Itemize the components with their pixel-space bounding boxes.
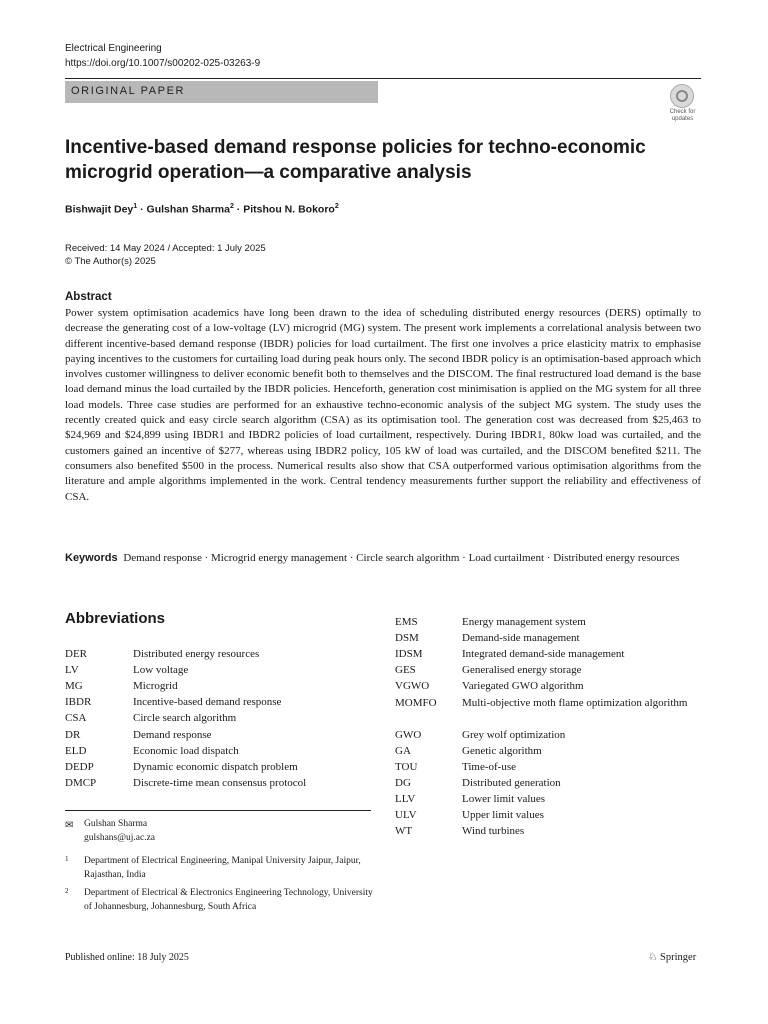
abbreviation-term: ULV — [395, 809, 417, 822]
header-rule — [65, 78, 701, 79]
abbreviation-row — [65, 727, 370, 743]
abbreviation-definition: Demand-side management — [462, 632, 580, 645]
abbreviation-row — [65, 775, 370, 791]
abbreviation-term: EMS — [395, 616, 418, 628]
abbreviation-definition: Lower limit values — [462, 793, 546, 806]
abbreviation-definition: Grey wolf optimization — [462, 728, 566, 741]
author-list — [65, 203, 339, 216]
author-separator: · — [233, 203, 244, 216]
affiliation-number: 2 — [65, 887, 69, 895]
abbreviation-term: IDSM — [395, 648, 423, 661]
check-updates-icon — [670, 84, 694, 108]
abbreviation-row — [395, 662, 701, 678]
abbreviation-row — [395, 759, 701, 775]
abbreviation-row — [65, 662, 370, 678]
check-for-updates-badge[interactable] — [664, 84, 701, 124]
abbreviation-row — [395, 727, 701, 743]
abbreviation-term: DMCP — [65, 776, 97, 789]
abbreviation-definition: Distributed generation — [462, 777, 561, 789]
copyright-line: © The Author(s) 2025 — [65, 256, 156, 267]
abbreviation-term: VGWO — [395, 680, 430, 693]
abbreviation-row — [395, 743, 701, 759]
abbreviation-term: GES — [395, 664, 416, 677]
affiliation-text: Department of Electrical Engineering, Manipal University Jaipur, Jaipur, Rajasthan, India — [84, 856, 361, 880]
abbreviation-definition: Multi-objective moth flame optimization algorithm — [462, 696, 688, 709]
abbreviation-definition: Generalised energy storage — [462, 664, 582, 677]
affiliation-number: 1 — [65, 855, 69, 863]
author-name: Bishwajit Dey — [65, 203, 134, 216]
abbreviation-definition: Demand response — [133, 728, 212, 741]
abbreviation-definition: Incentive-based demand response — [133, 696, 282, 709]
author-name: Pitshou N. Bokoro — [243, 203, 335, 216]
abbreviation-term: GWO — [395, 728, 422, 741]
author-affiliation-mark: 1 — [133, 203, 138, 210]
abbreviation-row — [65, 743, 370, 759]
dates-block — [65, 242, 266, 268]
abbreviation-definition: Economic load dispatch — [133, 744, 239, 757]
abbreviation-definition: Discrete-time mean consensus protocol — [133, 776, 307, 789]
abbreviation-term: TOU — [395, 760, 418, 773]
abbreviation-definition: Circle search algorithm — [133, 712, 237, 725]
abstract-text: Power system optimisation academics have long been drawn to the idea of scheduling distributed energy resources (DERS) optimally to decrease the generating cost of a low-voltage (LV) microgrid (MG) system. The present work implements a correlational analysis between two different incentive-based demand response (IBDR) policies for load curtailment. The first one involves a price elasticity matrix to emphasise paying incentives to the customers for curtailing load during peak hours only. The second IBDR policy is an optimisation-based approach which involves customer willingness to deliver economic benefit both to themselves and the DISCOM. The final restructured load demand is the base load demand minus the load curtailed by the IBDR policies. Henceforth, generation cost minimisation is applied on the MG system for all three load models. Three case studies are performed for an exhaustive techno-economic analysis of the subject MG system. The study uses the recently created quick and easy circle search algorithm (CSA) as its optimisation tool. The generation cost was decreased from $25,463 to $24,969 and $24,899 using IBDR1 and IBDR2 policies of load curtailment, respectively. During IBDR1, 80kw load was curtailed, and the customers gained an incentive of $277, whereas using IBDR2 policy, 105 kW of load was curtailed, and the DISCOM benefited $211. The consumers also benefited $500 in the process. Numerical results also show that CSA outperformed various optimisation algorithms from the literature and ample algorithms implemented in the work. Central tendency measurements further support the reliability and effectiveness of CSA. — [65, 307, 701, 503]
abbreviation-row — [395, 646, 701, 662]
abbreviation-term: CSA — [65, 712, 87, 725]
article-type-banner — [65, 81, 378, 103]
abbreviation-term: DG — [395, 777, 411, 789]
publisher-name: Springer — [660, 952, 697, 963]
abbreviation-term: DR — [65, 728, 81, 741]
abbreviation-definition: Energy management system — [462, 616, 586, 628]
abbreviation-row — [65, 694, 370, 710]
doi-link[interactable]: https://doi.org/10.1007/s00202-025-03263-9 — [65, 58, 261, 69]
abbreviation-row — [395, 695, 701, 711]
affiliation-text: Department of Electrical & Electronics Engineering Technology, University of Johannesburg, Johannesburg, South Africa — [84, 888, 373, 912]
envelope-icon: ✉ — [65, 820, 74, 831]
article-type-label: ORIGINAL PAPER — [71, 85, 186, 97]
abbreviation-term: DSM — [395, 632, 419, 645]
publisher-logo — [648, 951, 696, 963]
abbreviation-row — [395, 678, 701, 694]
check-updates-label: Check for updates — [669, 109, 696, 122]
abbreviations-heading: Abbreviations — [65, 610, 166, 627]
abbreviation-row — [395, 775, 701, 791]
abbreviation-row — [395, 823, 701, 839]
abbreviation-definition: Time-of-use — [462, 760, 516, 773]
abbreviation-term: GA — [395, 744, 411, 757]
abbreviation-term: DER — [65, 648, 87, 660]
keywords-block — [65, 550, 701, 567]
abstract-heading: Abstract — [65, 291, 112, 303]
published-online-date: Published online: 18 July 2025 — [65, 952, 189, 963]
abbreviation-term: IBDR — [65, 696, 92, 709]
abbreviation-row — [395, 630, 701, 646]
abbreviation-definition: Low voltage — [133, 664, 189, 677]
abbreviation-term: ELD — [65, 744, 87, 757]
abbreviation-row — [395, 614, 701, 630]
journal-name: Electrical Engineering — [65, 43, 162, 54]
abbreviation-row — [65, 646, 370, 662]
abbreviation-definition: Variegated GWO algorithm — [462, 680, 584, 693]
abbreviation-row — [65, 710, 370, 726]
correspondence-email[interactable]: gulshans@uj.ac.za — [84, 833, 156, 843]
abbreviation-term: WT — [395, 825, 413, 838]
abbreviation-term: DEDP — [65, 760, 94, 773]
keywords-label: Keywords — [65, 552, 118, 564]
abbreviation-row — [395, 807, 701, 823]
author-affiliation-mark: 2 — [229, 203, 234, 210]
springer-horse-icon: ♘ — [648, 952, 658, 963]
abbreviation-definition: Integrated demand-side management — [462, 648, 625, 661]
abbreviation-term: LV — [65, 664, 79, 677]
abbreviation-definition: Upper limit values — [462, 809, 544, 822]
abbreviation-definition: Wind turbines — [462, 825, 525, 838]
abbreviation-definition: Dynamic economic dispatch problem — [133, 760, 298, 773]
abbreviation-term: LLV — [395, 793, 416, 806]
abbreviation-definition: Microgrid — [133, 680, 178, 693]
journal-header — [65, 41, 260, 71]
footnote-rule — [65, 810, 371, 811]
author-name: Gulshan Sharma — [146, 203, 230, 216]
received-accepted-dates: Received: 14 May 2024 / Accepted: 1 July 2025 — [65, 243, 266, 254]
abbreviation-term: MOMFO — [395, 696, 437, 709]
author-separator: · — [137, 203, 147, 216]
paper-title: Incentive-based demand response policies for techno-economic microgrid operation—a comparative analysis — [65, 137, 646, 183]
abbreviation-definition: Genetic algorithm — [462, 744, 542, 757]
author-affiliation-mark: 2 — [334, 203, 339, 210]
keywords-text: Demand response · Microgrid energy management · Circle search algorithm · Load curtailment · Distributed energy resources — [123, 552, 680, 564]
abbreviation-definition: Distributed energy resources — [133, 648, 260, 660]
abbreviation-row — [65, 759, 370, 775]
abbreviation-term: MG — [65, 680, 83, 693]
abbreviation-row — [395, 791, 701, 807]
abbreviation-row — [65, 678, 370, 694]
correspondence-name: Gulshan Sharma — [84, 819, 148, 829]
